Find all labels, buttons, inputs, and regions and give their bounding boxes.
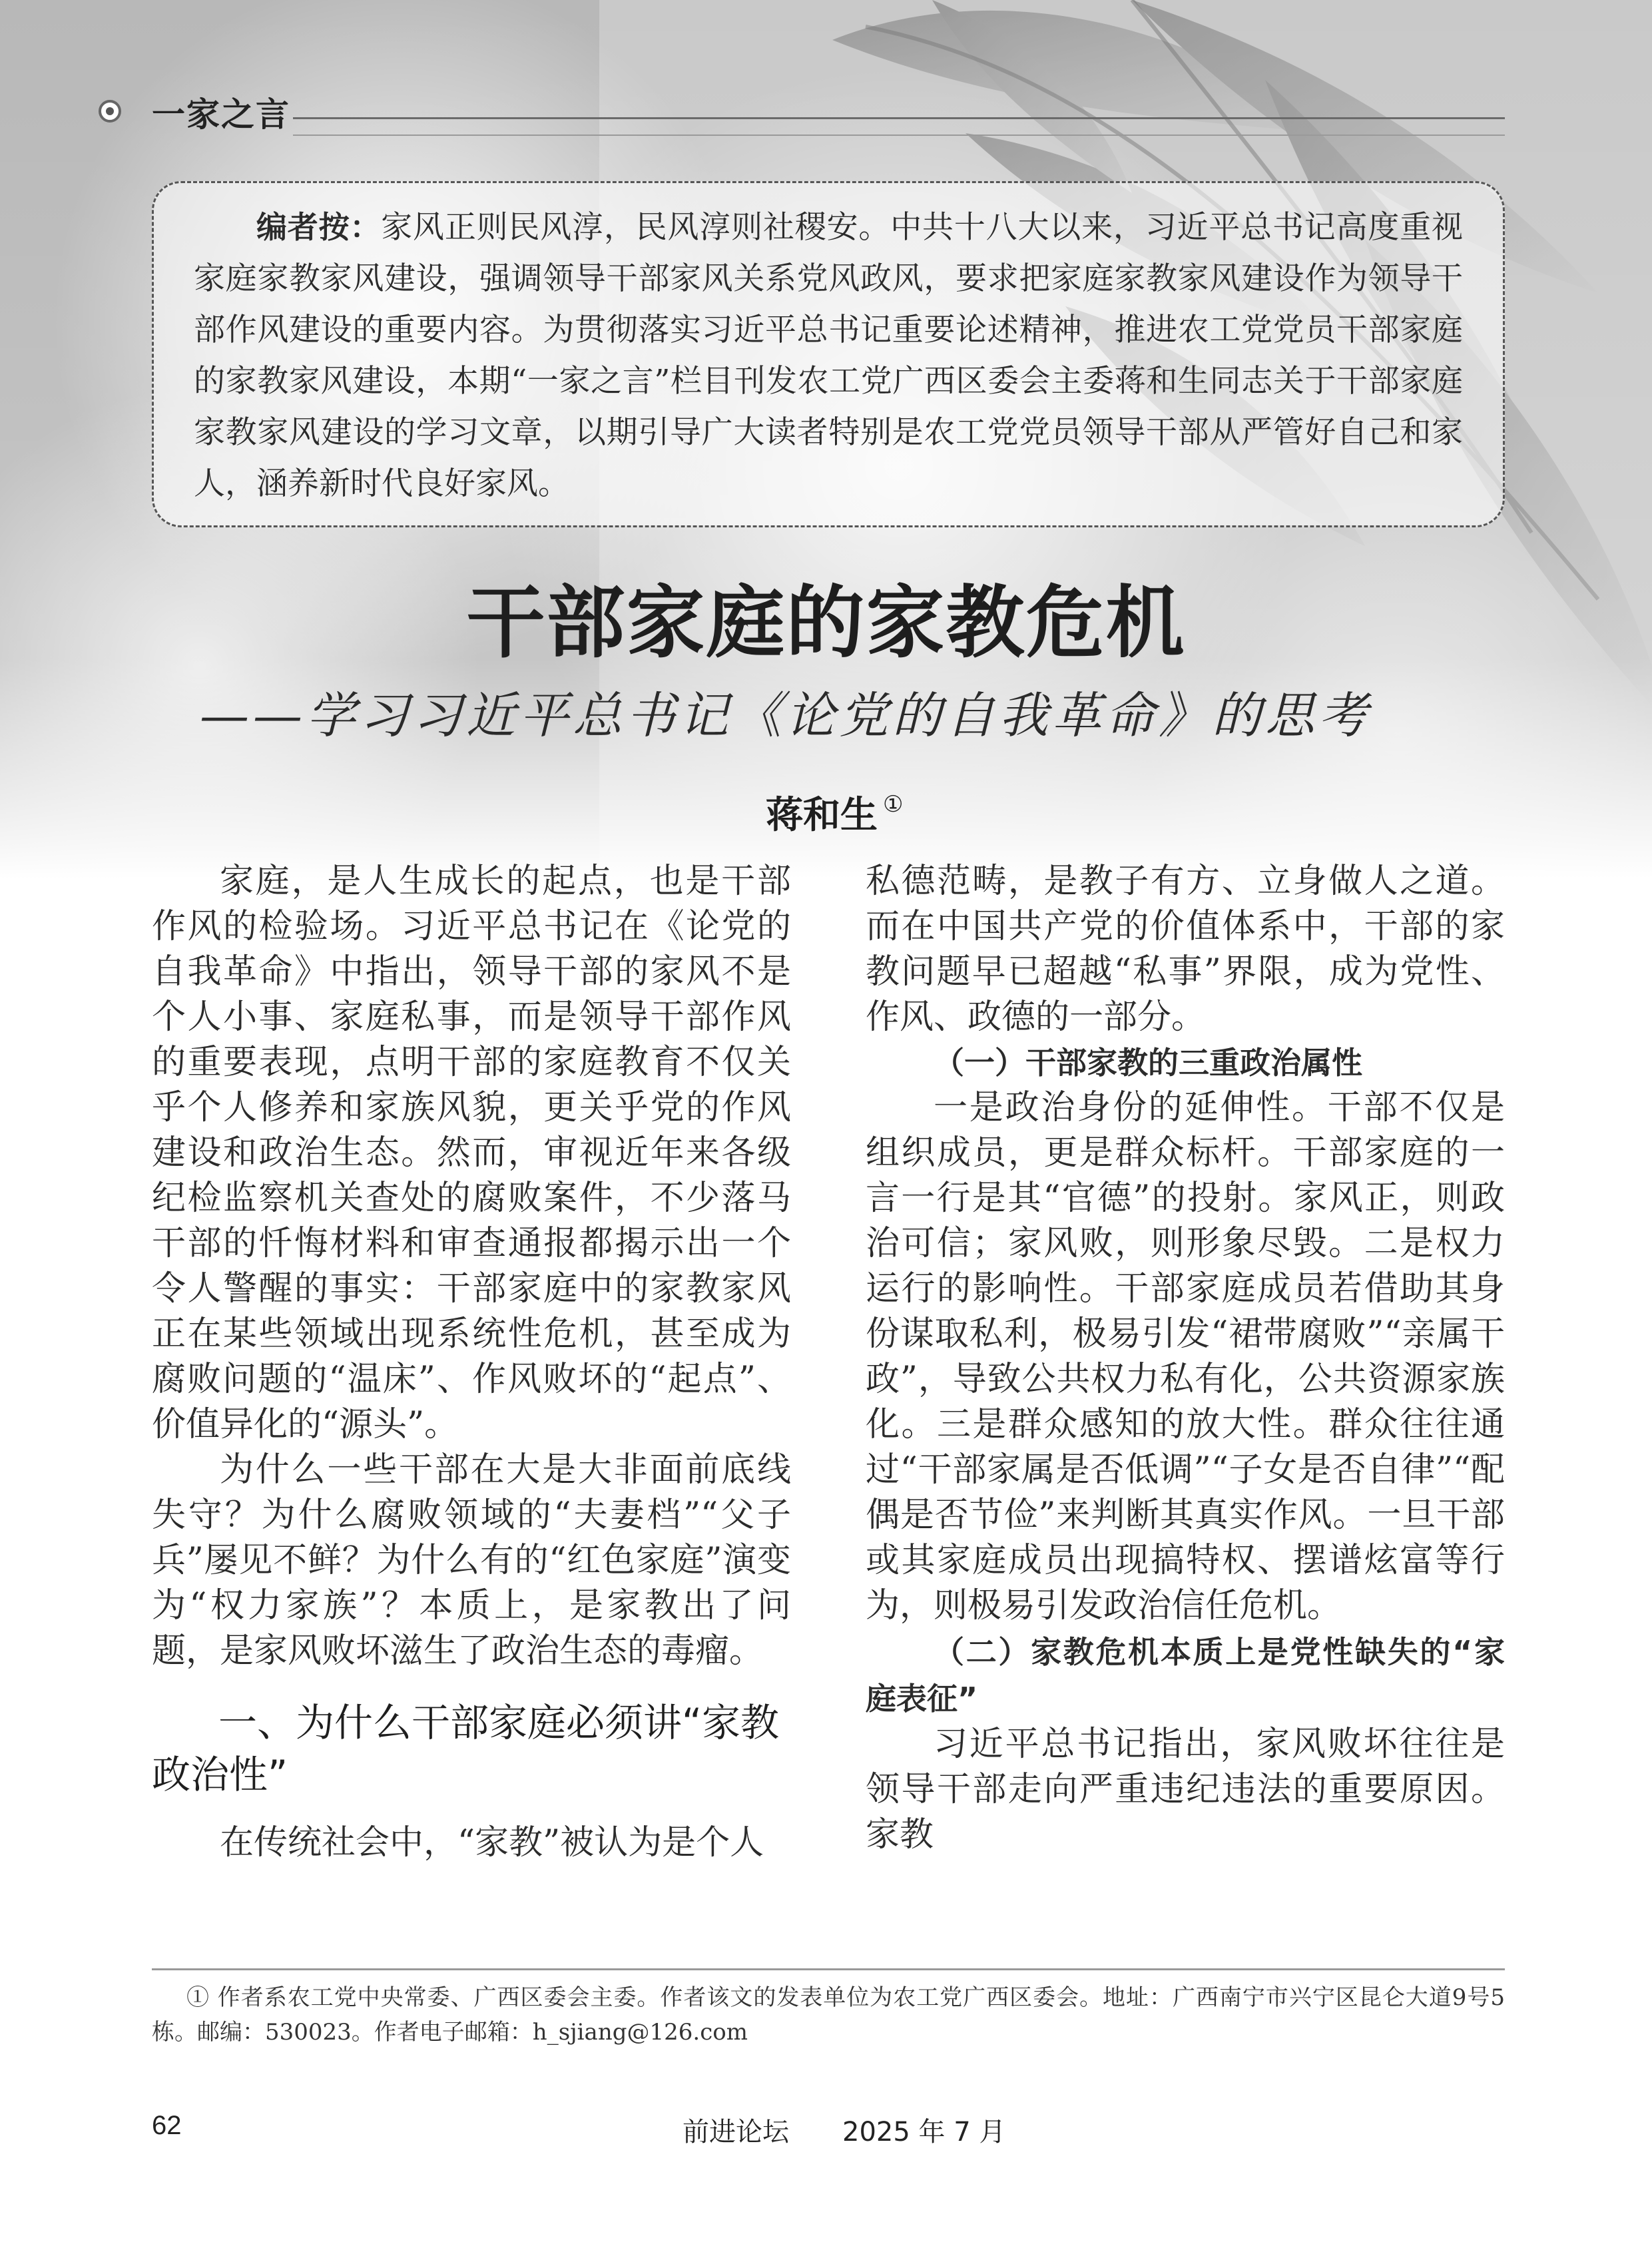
header-rule (293, 117, 1505, 119)
author-footnote-mark[interactable]: ① (883, 791, 904, 818)
editor-note-text: 家风正则民风淳，民风淳则社稷安。中共十八大以来，习近平总书记高度重视家庭家教家风建设，强调领导干部家风关系党风政风，要求把家庭家教家风建设作为领导干部作风建设的重要内容。为贯彻落实习近平总书记重要论述精神，推进农工党党员干部家庭的家教家风建设，本期“一家之言”栏目刊发农工党广西区委会主委蒋和生同志关于干部家庭家教家风建设的学习文章，以期引导广大读者特别是农工党党员领导干部从严管好自己和家人，涵养新时代良好家风。 (194, 209, 1464, 502)
editor-note-paragraph (194, 202, 1463, 509)
editor-note-lead: 编者按： (256, 209, 382, 245)
page-number: 62 (152, 2111, 182, 2140)
header-rule-secondary (293, 135, 1505, 136)
editor-note-box (152, 181, 1505, 527)
article-author (766, 786, 903, 839)
article-subtitle: ——学习习近平总书记《论党的自我革命》的思考 (200, 687, 1372, 744)
body-column-right (866, 859, 1505, 1858)
publication-info: 前进论坛 2025 年 7 月 (683, 2117, 1006, 2147)
section-heading: 一、为什么干部家庭必须讲“家教政治性” (152, 1700, 780, 1797)
footnote: ① 作者系农工党中央常委、广西区委会主委。作者该文的发表单位为农工党广西区委会。地址：广西南宁市兴宁区昆仑大道9号5栋。邮编：530023。作者电子邮箱：h_sjiang@126.com (152, 1984, 1505, 2046)
author-name: 蒋和生 (766, 794, 878, 837)
body-paragraph: 家庭，是人生成长的起点，也是干部作风的检验场。习近平总书记在《论党的自我革命》中指出，领导干部的家风不是个人小事、家庭私事，而是领导干部作风的重要表现，点明干部的家庭教育不仅关乎个人修养和家族风貌，更关乎党的作风建设和政治生态。然而，审视近年来各级纪检监察机关查处的腐败案件，不少落马干部的忏悔材料和审查通报都揭示出一个令人警醒的事实：干部家庭中的家教家风正在某些领域出现系统性危机，甚至成为腐败问题的“温床”、作风败坏的“起点”、价值异化的“源头”。 (152, 862, 791, 1444)
body-paragraph: 习近平总书记指出，家风败坏往往是领导干部走向严重违纪违法的重要原因。家教 (866, 1725, 1505, 1854)
body-paragraph: 一是政治身份的延伸性。干部不仅是组织成员，更是群众标杆。干部家庭的一言一行是其“官德”的投射。家风正，则政治可信；家风败，则形象尽毁。二是权力运行的影响性。干部家庭成员若借助其身份谋取私利，极易引发“裙带腐败”“亲属干政”，导致公共权力私有化，公共资源家族化。三是群众感知的放大性。群众往往通过“干部家属是否低调”“子女是否自律”“配偶是否节俭”来判断其真实作风。一旦干部或其家庭成员出现搞特权、摆谱炫富等行为，则极易引发政治信任危机。 (866, 1088, 1505, 1625)
footnote-rule (152, 1968, 1505, 1970)
article-title: 干部家庭的家教危机 (466, 577, 1186, 669)
section-label: 一家之言 (152, 95, 290, 134)
body-paragraph: 在传统社会中，“家教”被认为是个人 (220, 1823, 764, 1862)
subsection-heading: （二）家教危机本质上是党性缺失的“家庭表征” (866, 1634, 1505, 1717)
body-paragraph: 为什么一些干部在大是大非面前底线失守？为什么腐败领域的“夫妻档”“父子兵”屡见不鲜？为什么有的“红色家庭”演变为“权力家族”？本质上，是家教出了问题，是家风败坏滋生了政治生态的毒瘤。 (152, 1450, 791, 1671)
subsection-heading: （一）干部家教的三重政治属性 (934, 1045, 1362, 1081)
section-bullet-icon (99, 100, 121, 123)
body-column-left (152, 859, 791, 1866)
body-paragraph: 私德范畴，是教子有方、立身做人之道。而在中国共产党的价值体系中，干部的家教问题早已超越“私事”界限，成为党性、作风、政德的一部分。 (866, 862, 1505, 1037)
